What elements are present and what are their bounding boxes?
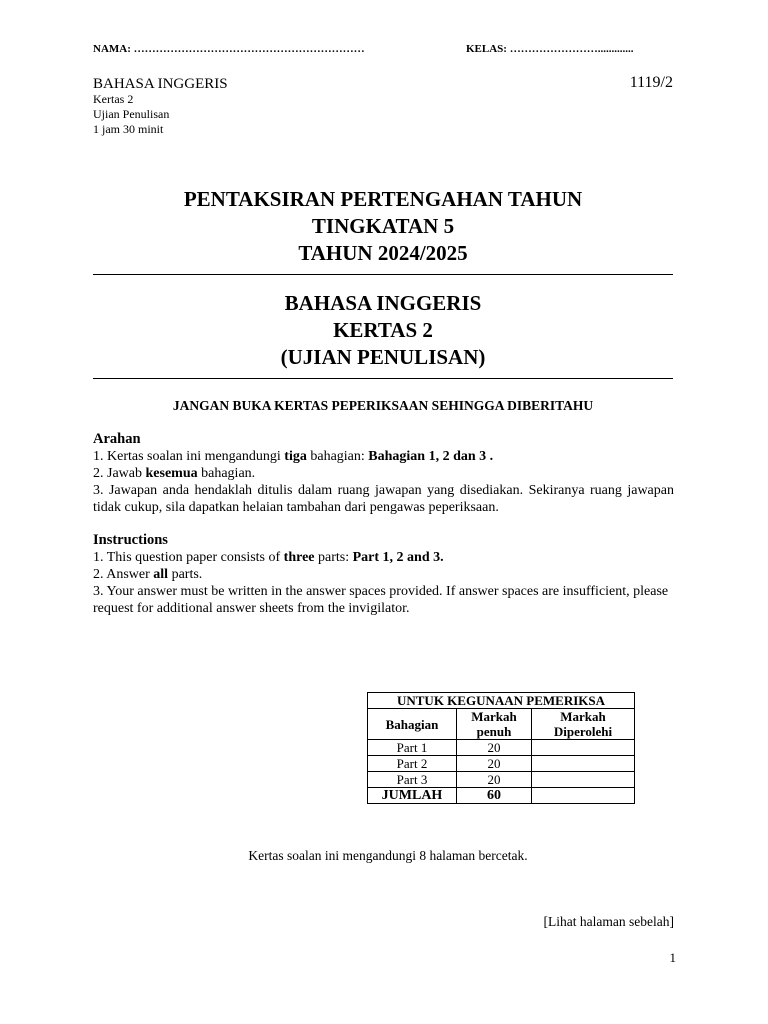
table-row <box>368 740 635 756</box>
subject-title-line-2: KERTAS 2 <box>333 318 433 342</box>
obtained-mark-cell[interactable] <box>532 740 635 756</box>
arahan-item-1-text-2: bahagian: <box>306 449 369 464</box>
title-line-1: PENTAKSIRAN PERTENGAHAN TAHUN <box>183 187 583 211</box>
subject-title <box>93 290 673 371</box>
subject-title-line-3: (UJIAN PENULISAN) <box>280 345 486 369</box>
arahan-section <box>93 431 674 516</box>
arahan-heading: Arahan <box>93 431 141 447</box>
exam-title <box>93 186 673 267</box>
title-line-2: TINGKATAN 5 <box>311 214 455 238</box>
full-mark-cell: 20 <box>457 756 532 772</box>
header-bahagian: Bahagian <box>368 709 457 740</box>
divider-1 <box>93 274 673 275</box>
table-header-row <box>368 709 635 740</box>
table-caption: UNTUK KEGUNAAN PEMERIKSA <box>368 693 635 709</box>
arahan-item-2-bold: kesemua <box>145 466 198 481</box>
arahan-item-1-bold-2: Bahagian 1, 2 dan 3 . <box>368 449 494 464</box>
table-total-row <box>368 788 635 804</box>
instructions-item-1-text: 1. This question paper consists of <box>93 550 284 565</box>
instructions-item-1 <box>93 549 674 566</box>
examiner-table <box>367 692 635 804</box>
part-cell: Part 2 <box>368 756 457 772</box>
instructions-item-2-text: 2. Answer <box>93 567 154 582</box>
part-cell: Part 1 <box>368 740 457 756</box>
instructions-heading: Instructions <box>93 532 168 548</box>
total-label: JUMLAH <box>368 788 457 804</box>
instructions-item-1-bold-2: Part 1, 2 and 3. <box>352 550 444 565</box>
header-markah-diperolehi: Markah Diperolehi <box>532 709 635 740</box>
class-field: KELAS: ……………………............. <box>466 43 634 55</box>
instructions-item-2-bold: all <box>153 567 169 582</box>
table-row <box>368 756 635 772</box>
test-type-label: Ujian Penulisan <box>93 107 170 121</box>
full-mark-cell: 20 <box>457 740 532 756</box>
arahan-item-2-text: 2. Jawab <box>93 466 146 481</box>
instructions-item-3: 3. Your answer must be written in the answer spaces provided. If answer spaces are insufficient, please request for additional answer sheets from the invigilator. <box>93 584 669 616</box>
full-mark-cell: 20 <box>457 772 532 788</box>
paper-label: Kertas 2 <box>93 92 134 106</box>
instructions-item-2 <box>93 566 674 583</box>
name-field: NAMA: ……………………………………………………… <box>93 43 365 55</box>
warning-text: JANGAN BUKA KERTAS PEPERIKSAAN SEHINGGA DIBERITAHU <box>172 398 594 413</box>
arahan-item-1 <box>93 448 674 465</box>
arahan-item-1-bold-1: tiga <box>284 449 307 464</box>
divider-2 <box>93 378 673 379</box>
paper-code: 1119/2 <box>629 74 673 91</box>
table-caption-row <box>368 693 635 709</box>
subject-label: BAHASA INGGERIS <box>93 76 228 92</box>
page-number: 1 <box>669 950 676 965</box>
instructions-item-1-bold-1: three <box>283 550 315 565</box>
instructions-item-2-text-2: parts. <box>168 567 203 582</box>
obtained-mark-cell[interactable] <box>532 772 635 788</box>
instructions-section <box>93 532 674 617</box>
title-line-3: TAHUN 2024/2025 <box>298 241 468 265</box>
next-page-note: [Lihat halaman sebelah] <box>543 914 674 929</box>
arahan-item-1-text: 1. Kertas soalan ini mengandungi <box>93 449 285 464</box>
part-cell: Part 3 <box>368 772 457 788</box>
arahan-item-2-text-2: bahagian. <box>197 466 256 481</box>
arahan-item-3: 3. Jawapan anda hendaklah ditulis dalam ruang jawapan yang disediakan. Sekiranya ruang jawapan tidak cukup, sila dapatkan helaian tambahan dari pengawas peperiksaan. <box>93 483 674 515</box>
duration-label: 1 jam 30 minit <box>93 122 164 136</box>
header-markah-penuh: Markah penuh <box>457 709 532 740</box>
total-obtained-cell[interactable] <box>532 788 635 804</box>
instructions-item-1-text-2: parts: <box>314 550 353 565</box>
table-row <box>368 772 635 788</box>
obtained-mark-cell[interactable] <box>532 756 635 772</box>
total-value: 60 <box>457 788 532 804</box>
exam-details <box>93 92 169 137</box>
page-count-note: Kertas soalan ini mengandungi 8 halaman bercetak. <box>248 848 528 863</box>
subject-title-line-1: BAHASA INGGERIS <box>284 291 482 315</box>
arahan-item-2 <box>93 465 674 482</box>
